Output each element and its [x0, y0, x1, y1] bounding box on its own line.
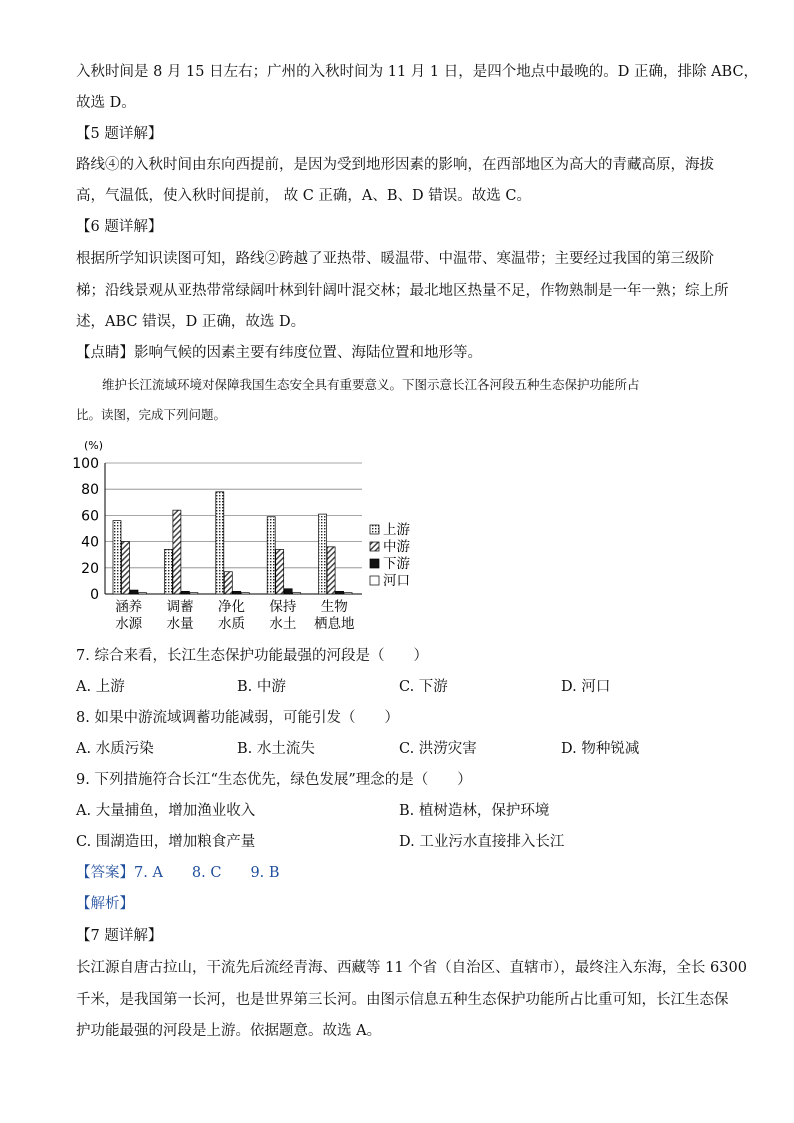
answer-tag: 【答案】 — [76, 865, 134, 881]
bar-下游 — [233, 591, 241, 594]
question-8: 8. 如果中游流域调蓄功能减弱，可能引发（ ） — [76, 710, 399, 726]
y-tick-label: 0 — [90, 587, 99, 603]
bar-上游 — [113, 521, 121, 594]
y-tick-label: 40 — [81, 534, 99, 551]
y-tick-label: 80 — [81, 482, 99, 499]
legend-swatch — [370, 525, 379, 534]
section-heading-5: 【5 题详解】 — [76, 126, 163, 142]
intro-line: 比。读图，完成下列问题。 — [76, 407, 227, 422]
option-9c: C. 围湖造田，增加粮食产量 — [76, 834, 256, 850]
text-line: 故选 D。 — [76, 95, 136, 111]
option-9d: D. 工业污水直接排入长江 — [399, 834, 565, 850]
bar-上游 — [216, 492, 224, 594]
legend-label: 上游 — [383, 522, 410, 538]
x-tick-label: 水土 — [269, 616, 297, 632]
bar-chart — [60, 435, 440, 635]
bar-下游 — [130, 590, 138, 594]
text-line: 护功能最强的河段是上游。依据题意。故选 A。 — [76, 1023, 382, 1039]
bar-上游 — [164, 549, 172, 594]
x-tick-label: 水源 — [115, 616, 143, 632]
bar-下游 — [284, 589, 292, 594]
question-9: 9. 下列措施符合长江“生态优先，绿色发展”理念的是（ ） — [76, 772, 472, 788]
y-tick-label: 100 — [72, 456, 99, 472]
analysis-tag: 【解析】 — [76, 896, 134, 912]
x-tick-label: 栖息地 — [314, 616, 355, 632]
x-tick-label: 保持 — [269, 599, 297, 615]
option-8a: A. 水质污染 — [76, 741, 154, 757]
bar-上游 — [267, 517, 275, 594]
option-8d: D. 物种锐减 — [561, 741, 640, 757]
option-9b: B. 植树造林，保护环境 — [399, 803, 550, 819]
y-tick-label: 20 — [81, 560, 99, 577]
text-line: 路线④的入秋时间由东向西提前，是因为受到地形因素的影响，在西部地区为高大的青藏高原，海拔 — [76, 157, 714, 173]
option-8b: B. 水土流失 — [237, 741, 315, 757]
section-heading-7: 【7 题详解】 — [76, 928, 163, 944]
text-line: 根据所学知识读图可知，路线②跨越了亚热带、暖温带、中温带、寒温带；主要经过我国的第三级阶 — [76, 251, 714, 267]
y-axis-label: (%) — [84, 439, 104, 452]
answer-line — [76, 863, 280, 883]
tip-line: 【点睛】影响气候的因素主要有纬度位置、海陆位置和地形等。 — [76, 345, 482, 361]
legend-label: 下游 — [383, 556, 410, 572]
legend-swatch — [370, 542, 379, 551]
bar-上游 — [319, 514, 327, 594]
x-tick-label: 水质 — [218, 616, 245, 632]
x-tick-label: 涵养 — [115, 599, 143, 615]
bar-河口 — [241, 593, 249, 594]
text-line: 述，ABC 错误，D 正确，故选 D。 — [76, 314, 306, 330]
option-7d: D. 河口 — [561, 679, 611, 695]
bar-中游 — [122, 542, 130, 594]
y-tick-label: 60 — [81, 508, 99, 525]
x-tick-label: 生物 — [320, 599, 348, 615]
bar-河口 — [190, 593, 198, 594]
x-tick-label: 净化 — [218, 599, 245, 615]
section-heading-6: 【6 题详解】 — [76, 219, 163, 235]
x-tick-label: 水量 — [166, 616, 194, 632]
x-tick-label: 调蓄 — [166, 599, 194, 615]
bar-中游 — [173, 510, 181, 594]
option-7a: A. 上游 — [76, 679, 125, 695]
bar-下游 — [181, 591, 189, 594]
option-8c: C. 洪涝灾害 — [399, 741, 477, 757]
option-7b: B. 中游 — [237, 679, 286, 695]
bar-河口 — [293, 593, 301, 594]
bar-河口 — [139, 593, 147, 594]
text-line: 长江源自唐古拉山，干流先后流经青海、西藏等 11 个省（自治区、直辖市），最终注入东海，全长 6300 — [76, 960, 747, 976]
bar-中游 — [327, 547, 335, 594]
legend-swatch — [370, 559, 379, 568]
legend-label: 中游 — [383, 539, 410, 555]
option-9a: A. 大量捕鱼，增加渔业收入 — [76, 803, 256, 819]
legend-label: 河口 — [383, 573, 410, 589]
bar-河口 — [344, 593, 352, 594]
legend-swatch — [370, 576, 379, 585]
text-line: 高，气温低，使入秋时间提前， 故 C 正确，A、B、D 错误。故选 C。 — [76, 188, 531, 204]
bar-中游 — [224, 572, 232, 594]
option-7c: C. 下游 — [399, 679, 448, 695]
bar-下游 — [336, 591, 344, 594]
bar-中游 — [276, 549, 284, 594]
text-line: 梯；沿线景观从亚热带常绿阔叶林到针阔叶混交林；最北地区热量不足，作物熟制是一年一熟；综上所 — [76, 283, 729, 299]
intro-line: 维护长江流域环境对保障我国生态安全具有重要意义。下图示意长江各河段五种生态保护功能所占 — [102, 377, 640, 392]
question-7: 7. 综合来看，长江生态保护功能最强的河段是（ ） — [76, 648, 428, 664]
answer-text: 7. A 8. C 9. B — [134, 865, 280, 881]
text-line: 入秋时间是 8 月 15 日左右；广州的入秋时间为 11 月 1 日，是四个地点中最晚的。D 正确，排除 ABC， — [76, 64, 759, 80]
text-line: 千米，是我国第一长河，也是世界第三长河。由图示信息五种生态保护功能所占比重可知，长江生态保 — [76, 992, 729, 1008]
